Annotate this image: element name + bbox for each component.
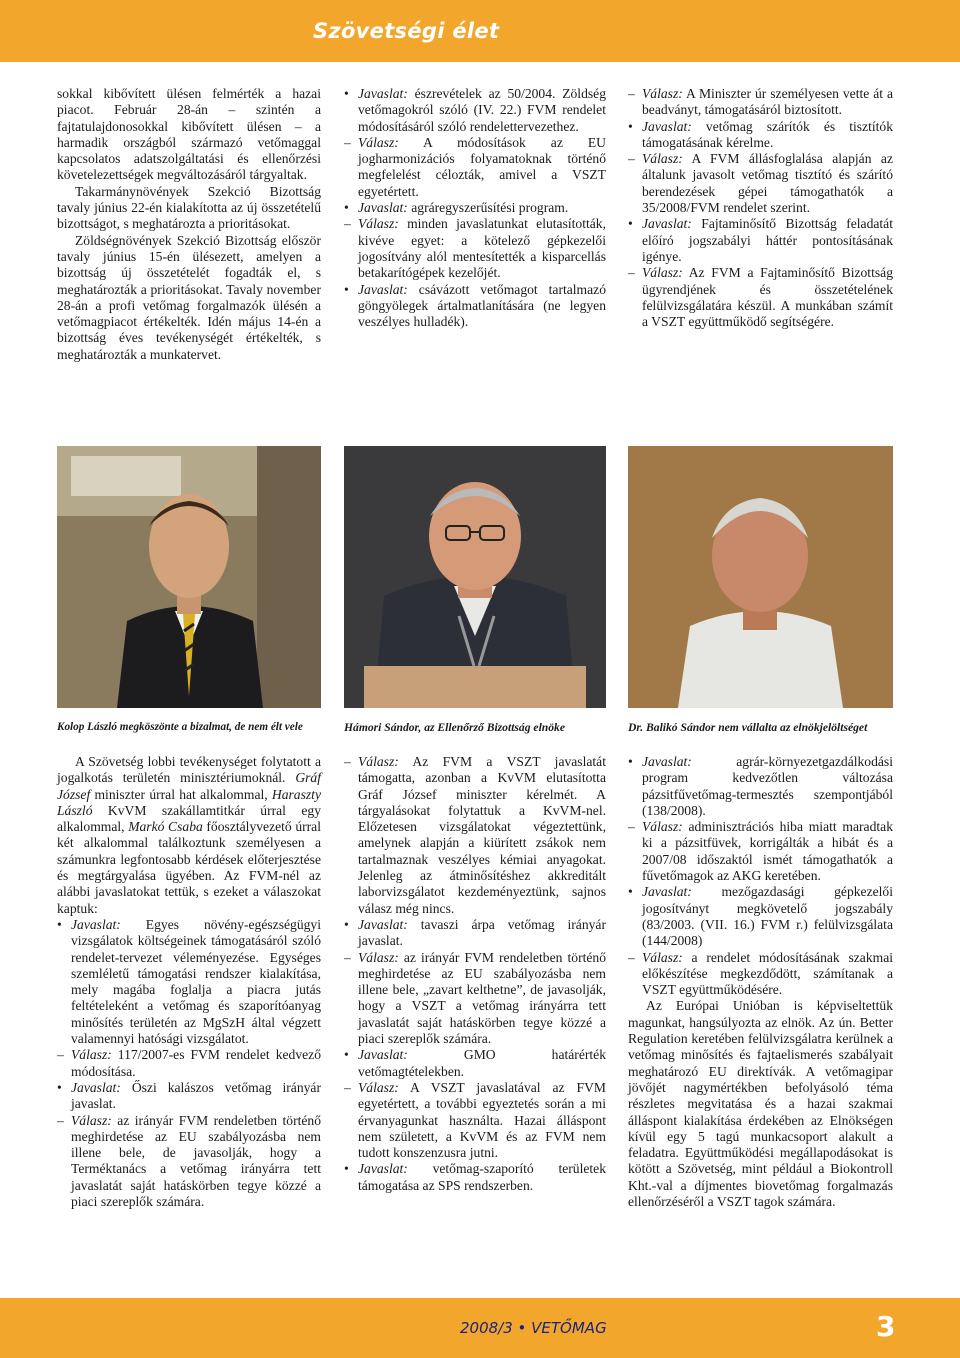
bullet-marker: •	[628, 884, 633, 900]
dash-marker: –	[344, 1079, 351, 1095]
item-label: Válasz:	[642, 949, 683, 965]
page-footer	[0, 1298, 960, 1358]
dash-marker: –	[57, 1112, 64, 1128]
item-text: az irányár FVM rendeletben történő meghirdetése az EU szabályozásba nem illene bele, de javasolják, hogy a Terméktanács a vetőmag irányárra tett javaslatát saját hatáskörben tegye közzé a piaci szereplők számára.	[71, 1112, 321, 1210]
text-run: KvVM szakállamtitkár úrral egy alkalommal,	[57, 802, 321, 835]
item-label: Javaslat:	[358, 200, 408, 216]
item-text: A VSZT javaslatával az FVM egyetértett, a további egyeztetés során a mi érvanyagunkat használta. Hazai álláspont nem született, a KvVM és az FVM nem tudott konszenzusra jutni.	[358, 1079, 606, 1161]
item-label: Válasz:	[71, 1047, 112, 1063]
man-in-suit-photo	[57, 446, 321, 708]
item-text: az irányár FVM rendeletben történő meghirdetése az EU szabályozásba nem illene bele, „zavart kelthetne”, de javasolják, hogy a VSZT a vetőmag irányárra tett javaslatát saját hatáskörben tegye közzé a piaci szereplők számára.	[358, 949, 606, 1047]
item-label: Javaslat:	[71, 916, 121, 932]
item-label: Javaslat:	[358, 1047, 408, 1063]
item-label: Válasz:	[358, 134, 399, 150]
list-item	[628, 884, 893, 949]
list-item	[344, 950, 606, 1048]
item-label: Javaslat:	[642, 118, 692, 134]
item-label: Válasz:	[642, 86, 683, 101]
intro-paragraph	[57, 754, 321, 917]
bullet-marker: •	[628, 754, 633, 769]
dash-marker: –	[628, 819, 635, 835]
item-label: Javaslat:	[71, 1079, 121, 1095]
list-item	[344, 1047, 606, 1080]
bullet-marker: •	[344, 281, 349, 297]
photo-right	[628, 446, 893, 708]
caption-middle: Hámori Sándor, az Ellenőrző Bizottság elnöke	[344, 721, 565, 734]
paragraph: sokkal kibővített ülésen felmérték a hazai piacot. Február 28-án – szintén a fajtatulajdonosokkal kibővített ülésen – a harmadik országból származó vetőmaggal kapcsolatos adatszolgáltatási és ellenőrzési követelezettségek megváltozásáról tárgyaltak.	[57, 86, 321, 183]
item-text: Fajtaminősítő Bizottság feladatát előíró jogszabályi háttér pontosításának igénye.	[642, 216, 893, 264]
paragraph: Takarmánynövények Szekció Bizottság tavaly június 22-én kialakította az új összetételű bizottságot, s meghatározta a prioritásokat.	[57, 183, 321, 232]
column-bottom-middle	[344, 754, 606, 1194]
grey-haired-man-photo	[628, 446, 893, 708]
list-item	[344, 86, 606, 135]
item-label: Válasz:	[358, 754, 399, 769]
item-text: a rendelet módosításának szakmai előkészítése megkezdődött, számítanak a VSZT együttműködésére.	[642, 949, 893, 998]
item-label: Válasz:	[358, 1079, 399, 1095]
list-item	[344, 216, 606, 281]
section-header	[0, 0, 960, 62]
item-text: tavaszi árpa vetőmag irányár javaslat.	[358, 916, 606, 949]
closing-paragraph: Az Európai Unióban is képviseltettük magunkat, hangsúlyozta az elnök. Az ún. Better Regulation keretében felülvizsgálatra kerülnek a vetőmag minősítés és fajtaelismerés szabályait meghatározó EU direktívák. A vetőmagipar jövőjét nagymértékben befolyásoló téma részletes megvitatása és a hazai szakmai álláspont kialakítása érdekében az Elnökségen kívül egy 5 tagú munkacsoport alakult a feladatra. Együttműködési megállapodásokat is kötött a Szövetség, mint például a Biokontroll Kht.-val a díjmentes biovetőmag forgalmazás ellenőrzéséről a VSZT tagok számára.	[628, 998, 893, 1210]
item-text: vetőmag-szaporító területek támogatása az SPS rendszerben.	[358, 1161, 606, 1193]
list-item	[344, 917, 606, 950]
item-label: Válasz:	[642, 265, 683, 281]
caption-left: Kolop László megköszönte a bizalmat, de nem élt vele	[57, 721, 303, 733]
list-item	[628, 119, 893, 152]
item-text: adminisztrációs hiba miatt maradtak ki a pázsitfüvek, korrigálták a hibát és a 2007/08 időszaktól ismét támogathatók a fűvetőmagok az AKG keretében.	[642, 819, 893, 884]
item-label: Javaslat:	[358, 916, 408, 932]
dash-marker: –	[57, 1047, 64, 1063]
bullet-marker: •	[344, 1161, 349, 1177]
item-label: Válasz:	[642, 819, 683, 835]
item-text: A módosítások az EU jogharmonizációs folyamatoknak történő megfelelést célozták, amivel a VSZT egyetértett.	[358, 134, 606, 199]
bullet-marker: •	[344, 86, 349, 101]
list-item	[57, 1047, 321, 1080]
text-run: főosztályvezető úrral két alkalommal találkoztunk személyesen a számunkra legfontosabb kérdések előterjesztése és megtárgyalása ügyében. Az FVM-nél az alábbi javaslatokat tettük, s ezeket a válaszokat kaptuk:	[57, 819, 321, 916]
dash-marker: –	[344, 949, 351, 965]
column-top-right	[628, 86, 893, 330]
item-text: Őszi kalászos vetőmag irányár javaslat.	[71, 1079, 321, 1112]
person-name: Gráf József	[57, 770, 321, 802]
photo-left	[57, 446, 321, 708]
list-item	[628, 216, 893, 265]
bullet-marker: •	[57, 916, 62, 932]
item-text: minden javaslatunkat elutasították, kivéve egyet: a kötelező gépkezelői jogosítvány alól mentesítették a kisparcellás betakarítógépek kezelőjét.	[358, 216, 606, 281]
person-name: Haraszty László	[57, 786, 321, 818]
text-run: A Szövetség lobbi tevékenységet folytatott a jogalkotás területén minisztériumoknál.	[57, 754, 321, 786]
bullet-marker: •	[344, 916, 349, 932]
list-item	[57, 1080, 321, 1113]
item-text: Az FVM a VSZT javaslatát támogatta, azonban a KvVM elutasította Gráf József miniszter kérelmét. A tárgyalásokat folytattuk a KvVM-nel. Előzetesen vizsgálatokat végeztettünk, amelynek alapján a kiürített zsákok nem tartalmaznak veszélyes kémiai anyagokat. Jelenleg az átminősítéshez akkreditált laborvizsgálatot kezdeményeztünk, sajnos válasz még nincs.	[358, 754, 606, 916]
column-top-left	[57, 86, 321, 363]
list-item	[57, 917, 321, 1047]
list-item	[628, 819, 893, 884]
paragraph: Zöldségnövények Szekció Bizottság először tavaly június 15-én ülésezett, amelyen a bizottság új összetételét fogadták el, s meghatározták a prioritásokat. Tavaly november 28-án a profi vetőmag forgalmazók ülésén a vetőmagpiacot értékelték. Idén május 14-én a bizottság éves tevékenységét értékelték, s meghatározták a munkatervet.	[57, 232, 321, 362]
dash-marker: –	[628, 86, 635, 101]
caption-right: Dr. Balikó Sándor nem vállalta az elnökjelöltséget	[628, 721, 868, 734]
item-label: Javaslat:	[358, 1161, 408, 1177]
item-label: Válasz:	[358, 216, 399, 232]
list-item	[628, 151, 893, 216]
item-text: csávázott vetőmagot tartalmazó göngyölegek ártalmatlanítására (ne legyen veszélyes hulladék).	[358, 281, 606, 330]
bullet-marker: •	[344, 200, 349, 216]
item-label: Javaslat:	[642, 884, 692, 900]
section-title: Szövetségi élet	[313, 19, 500, 43]
item-text: mezőgazdasági gépkezelői jogosítványt megkövetelő jogszabály (83/2003. (VII. 16.) FVM r.) felülvizsgálata (144/2008)	[642, 884, 893, 949]
list-item	[628, 754, 893, 819]
bullet-marker: •	[628, 216, 633, 232]
item-label: Javaslat:	[642, 754, 692, 769]
dash-marker: –	[628, 265, 635, 281]
column-bottom-left	[57, 754, 321, 1210]
list-item	[344, 1080, 606, 1161]
item-label: Válasz:	[71, 1112, 112, 1128]
item-label: Javaslat:	[358, 281, 408, 297]
column-top-middle	[344, 86, 606, 330]
person-name: Markó Csaba	[128, 819, 203, 835]
issue-label: 2008/3 • VETŐMAG	[460, 1319, 607, 1337]
list-item	[344, 1161, 606, 1194]
dash-marker: –	[344, 134, 351, 150]
item-label: Javaslat:	[358, 86, 408, 101]
item-text: Egyes növény-egészségügyi vizsgálatok költségeinek támogatásáról szóló rendelet-tervezet véleményezése. Egységes szemléletű támogatási rendszer kialakítása, mely magába foglalja a piacra jutás feltételeként a vetőmag és szaporítóanyag minősítés területén az MgSzH által végzett valamennyi hatósági vizsgálatot.	[71, 916, 321, 1047]
item-label: Válasz:	[358, 949, 399, 965]
dash-marker: –	[628, 949, 635, 965]
text-run: miniszter úrral hat alkalommal,	[90, 786, 272, 802]
dash-marker: –	[628, 151, 635, 167]
item-text: GMO határérték vetőmagtételekben.	[358, 1047, 606, 1079]
item-text: Az FVM a Fajtaminősítő Bizottság ügyrendjének és összetételének felülvizsgálatára készül. A munkában számít a VSZT együttműködő segítségére.	[642, 265, 893, 330]
item-text: vetőmag szárítók és tisztítók támogatásának kérelme.	[642, 118, 893, 150]
list-item	[628, 86, 893, 119]
list-item	[57, 1113, 321, 1211]
list-item	[344, 754, 606, 917]
item-text: agrár-környezetgazdálkodási program kedvezőtlen változása pázsitfűvetőmag-termesztés szempontjából (138/2008).	[642, 754, 893, 818]
dash-marker: –	[344, 216, 351, 232]
item-label: Javaslat:	[642, 216, 692, 232]
list-item	[344, 200, 606, 216]
page-number: 3	[876, 1310, 896, 1343]
item-text: A Miniszter úr személyesen vette át a beadványt, támogatásáról biztosított.	[642, 86, 893, 118]
list-item	[344, 135, 606, 200]
bullet-marker: •	[57, 1079, 62, 1095]
list-item	[628, 265, 893, 330]
item-text: észrevételek az 50/2004. Zöldség vetőmagokról szóló (IV. 22.) FVM rendelet módosításáról szóló rendelettervezethez.	[358, 86, 606, 134]
list-item	[628, 950, 893, 999]
photo-middle	[344, 446, 606, 708]
item-text: A FVM állásfoglalása alapján az általunk javasolt vetőmag tisztító és szárító berendezések gépei támogathatók a 35/2008/FVM rendelet szerint.	[642, 151, 893, 216]
column-bottom-right	[628, 754, 893, 1210]
item-label: Válasz:	[642, 151, 683, 167]
man-at-podium-photo	[344, 446, 606, 708]
item-text: agráregyszerűsítési program.	[407, 200, 569, 216]
dash-marker: –	[344, 754, 351, 769]
list-item	[344, 282, 606, 331]
bullet-marker: •	[628, 118, 633, 134]
bullet-marker: •	[344, 1047, 349, 1063]
item-text: 117/2007-es FVM rendelet kedvező módosítása.	[71, 1047, 321, 1079]
